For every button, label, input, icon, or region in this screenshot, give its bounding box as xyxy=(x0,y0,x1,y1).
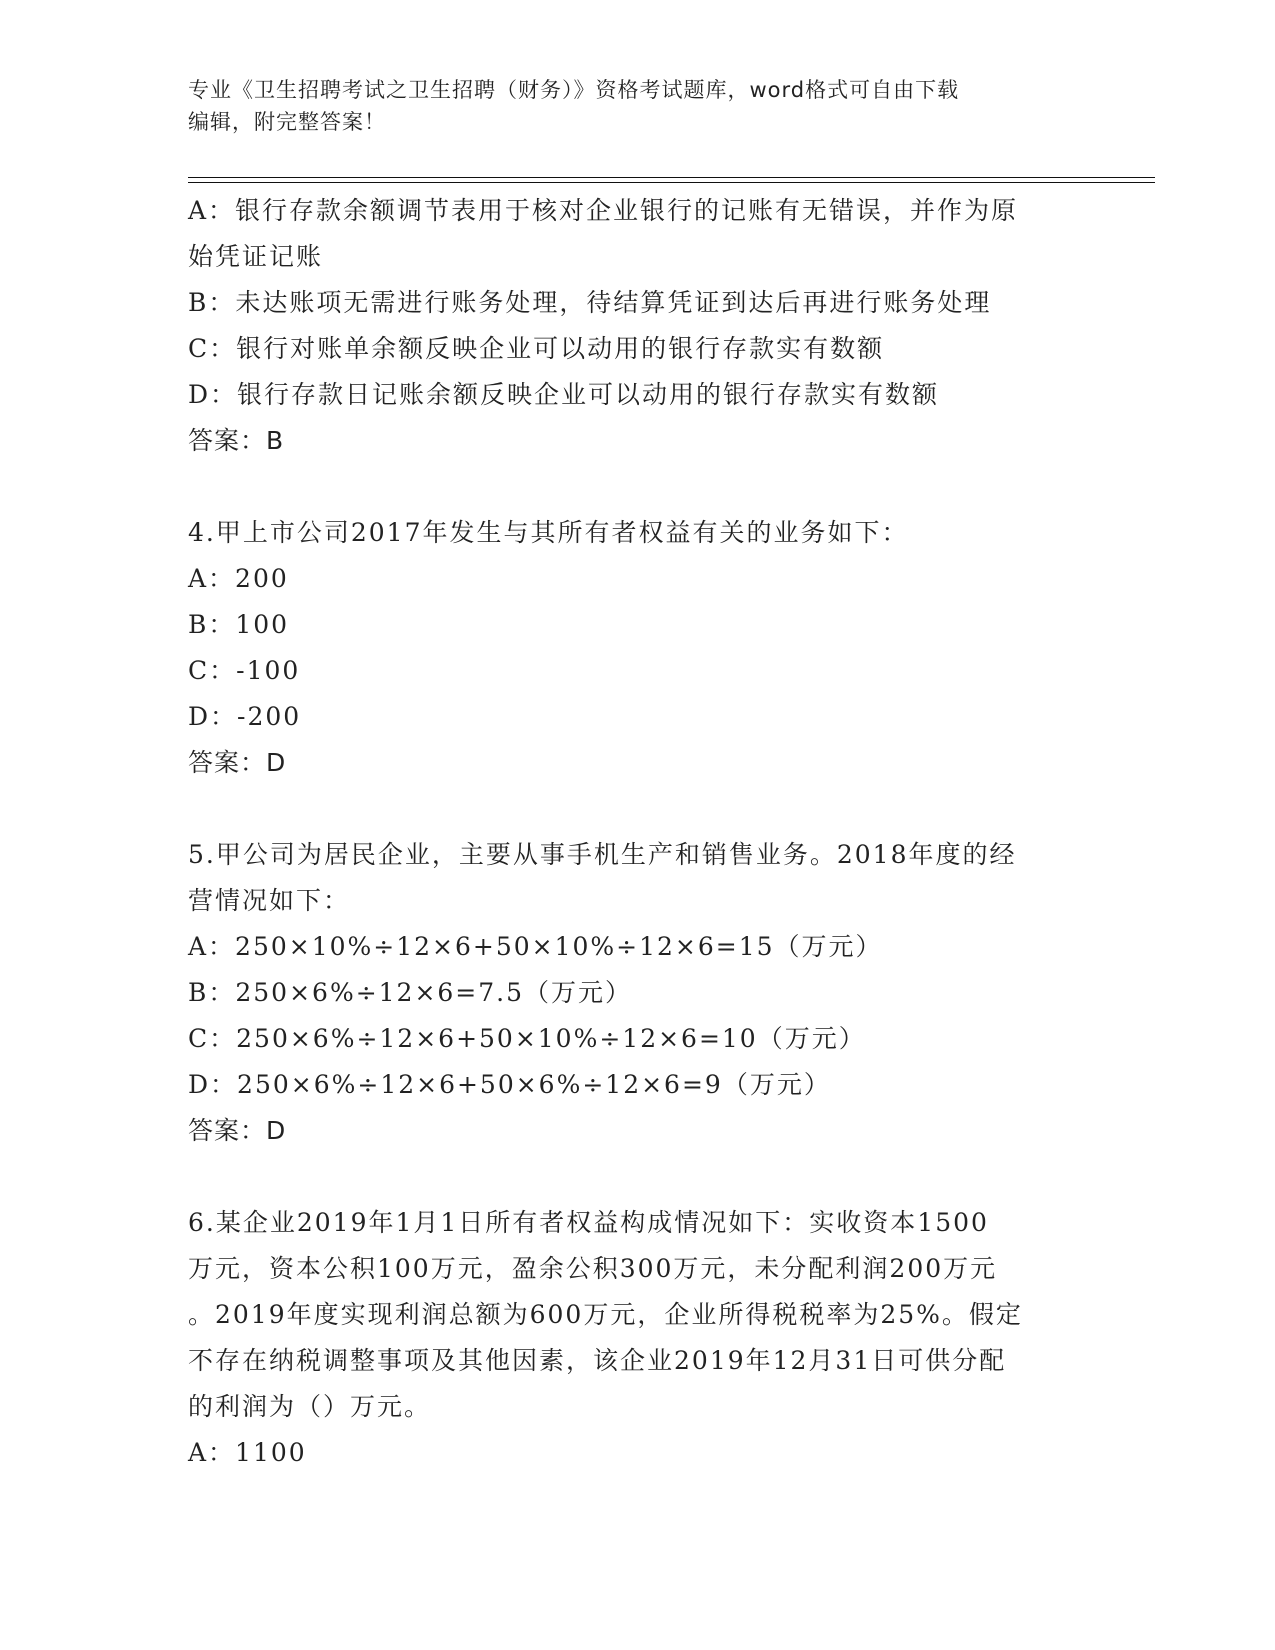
q4-option-a: A：200 xyxy=(188,564,289,593)
spacer xyxy=(188,1154,1088,1200)
q6-question-line-2: 万元，资本公积100万元，盈余公积300万元，未分配利润200万元 xyxy=(188,1254,998,1283)
q6-option-a: A：1100 xyxy=(188,1438,307,1467)
q5-option-a: A：250×10%÷12×6+50×10%÷12×6=15（万元） xyxy=(188,932,883,961)
spacer xyxy=(188,786,1088,832)
q3-option-a-line-1: A：银行存款余额调节表用于核对企业银行的记账有无错误，并作为原 xyxy=(188,196,1019,225)
q6-question-line-5: 的利润为（）万元。 xyxy=(188,1392,432,1421)
q3-option-b: B：未达账项无需进行账务处理，待结算凭证到达后再进行账务处理 xyxy=(188,288,992,317)
question-3-block xyxy=(188,188,1088,464)
header-line-2: 编辑，附完整答案！ xyxy=(188,110,386,134)
q4-question: 4.甲上市公司2017年发生与其所有者权益有关的业务如下： xyxy=(188,518,909,547)
document-header xyxy=(188,74,1088,138)
q5-question-line-1: 5.甲公司为居民企业，主要从事手机生产和销售业务。2018年度的经 xyxy=(188,840,1017,869)
q4-answer: 答案：D xyxy=(188,748,287,777)
q6-question-line-3: 。2019年度实现利润总额为600万元，企业所得税税率为25%。假定 xyxy=(188,1300,1023,1329)
header-line-1: 专业《卫生招聘考试之卫生招聘（财务）》资格考试题库，word格式可自由下载 xyxy=(188,78,960,102)
q3-option-a-line-2: 始凭证记账 xyxy=(188,242,324,271)
header-divider-top xyxy=(188,177,1155,178)
question-5-block xyxy=(188,832,1088,1154)
q4-option-b: B：100 xyxy=(188,610,290,639)
spacer xyxy=(188,464,1088,510)
q4-option-d: D：-200 xyxy=(188,702,302,731)
q5-answer: 答案：D xyxy=(188,1116,287,1145)
q5-option-b: B：250×6%÷12×6=7.5（万元） xyxy=(188,978,633,1007)
question-4-block xyxy=(188,510,1088,786)
q6-question-line-1: 6.某企业2019年1月1日所有者权益构成情况如下：实收资本1500 xyxy=(188,1208,989,1237)
header-divider-bottom xyxy=(188,182,1155,183)
q6-question-line-4: 不存在纳税调整事项及其他因素，该企业2019年12月31日可供分配 xyxy=(188,1346,1007,1375)
q5-option-c: C：250×6%÷12×6+50×10%÷12×6=10（万元） xyxy=(188,1024,866,1053)
q4-option-c: C：-100 xyxy=(188,656,301,685)
question-6-block xyxy=(188,1200,1088,1476)
q3-option-c: C：银行对账单余额反映企业可以动用的银行存款实有数额 xyxy=(188,334,885,363)
q5-question-line-2: 营情况如下： xyxy=(188,886,351,915)
q5-option-d: D：250×6%÷12×6+50×6%÷12×6=9（万元） xyxy=(188,1070,831,1099)
q3-option-d: D：银行存款日记账余额反映企业可以动用的银行存款实有数额 xyxy=(188,380,940,409)
q3-answer: 答案：B xyxy=(188,426,285,455)
question-content xyxy=(188,188,1088,1476)
